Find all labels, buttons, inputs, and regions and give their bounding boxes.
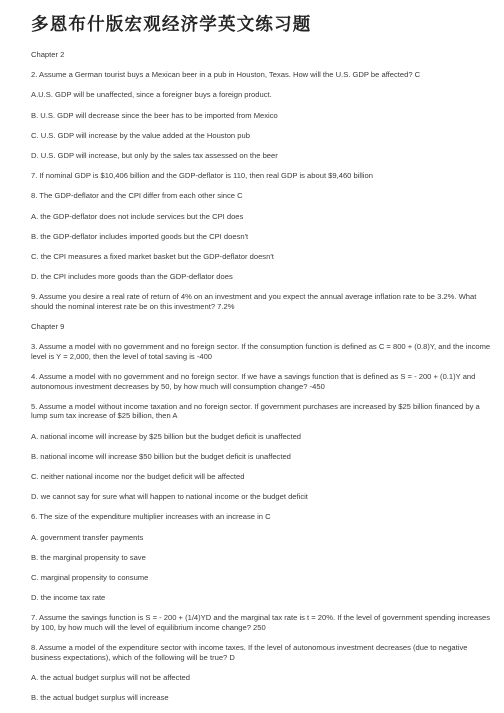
answer-option: D. we cannot say for sure what will happen to national income or the budget deficit	[31, 492, 308, 502]
answer-option: B. national income will increase $50 billion but the budget deficit is unaffected	[31, 451, 291, 461]
answer-option: C. U.S. GDP will increase by the value added at the Houston pub	[31, 130, 250, 140]
question-text: 7. If nominal GDP is $10,406 billion and the GDP-deflator is 110, then real GDP is about $9,460 billion	[31, 171, 373, 181]
chapter-heading: Chapter 2	[31, 50, 65, 59]
answer-option: D. U.S. GDP will increase, but only by the sales tax assessed on the beer	[31, 150, 278, 160]
answer-option: D. the CPI includes more goods than the GDP-deflator does	[31, 272, 233, 282]
question-text: 9. Assume you desire a real rate of return of 4% on an investment and you expect the annual average inflation rate to be 3.2%. What should the nominal interest rate be on this investment? 7.2%	[31, 292, 477, 311]
question-text: 8. Assume a model of the expenditure sector with income taxes. If the level of autonomous investment decreases (due to negative business expectations), which of the following will be true? D	[31, 643, 468, 662]
question-text: 5. Assume a model without income taxation and no foreign sector. If government purchases are increased by $25 billion financed by a lump sum tax increase of $25 billion, then A	[31, 401, 480, 421]
answer-option: B. the marginal propensity to save	[31, 552, 146, 562]
answer-option: A. national income will increase by $25 billion but the budget deficit is unaffected	[31, 431, 302, 441]
question-text: 6. The size of the expenditure multiplier increases with an increase in C	[31, 512, 271, 522]
question-text: 7. Assume the savings function is S = - 200 + (1/4)YD and the marginal tax rate is t = 20%. If the level of government spending increases by 100, by how much will the level of equilibrium income change? 250	[31, 613, 491, 632]
answer-option: C. the CPI measures a fixed market basket but the GDP-deflator doesn't	[31, 251, 274, 261]
answer-option: B. the actual budget surplus will increase	[31, 693, 169, 702]
answer-option: B. U.S. GDP will decrease since the beer has to be imported from Mexico	[31, 110, 278, 120]
chapter-heading: Chapter 9	[31, 322, 65, 332]
answer-option: A. the actual budget surplus will not be affected	[31, 672, 191, 682]
answer-option: A. the GDP-deflator does not include services but the CPI does	[31, 211, 244, 221]
question-text: 2. Assume a German tourist buys a Mexican beer in a pub in Houston, Texas. How will the U.S. GDP be affected? C	[31, 70, 421, 80]
question-text: 3. Assume a model with no government and no foreign sector. If the consumption function is defined as C = 800 + (0.8)Y, and the income level is Y = 2,000, then the level of total saving is -400	[31, 342, 491, 361]
answer-option: C. marginal propensity to consume	[31, 572, 149, 582]
answer-option: A.U.S. GDP will be unaffected, since a foreigner buys a foreign product.	[31, 90, 272, 100]
answer-option: D. the income tax rate	[31, 593, 106, 603]
answer-option: B. the GDP-deflator includes imported goods but the CPI doesn't	[31, 231, 249, 241]
answer-option: A. government transfer payments	[31, 532, 144, 542]
answer-option: C. neither national income nor the budget deficit will be affected	[31, 471, 245, 481]
document-title: 多恩布什版宏观经济学英文练习题	[31, 15, 312, 35]
question-text: 4. Assume a model with no government and no foreign sector. If we have a savings function that is defined as S = - 200 + (0.1)Y and autonomous investment decreases by 50, by how much will consumption change? -450	[31, 372, 476, 391]
question-text: 8. The GDP-deflator and the CPI differ from each other since C	[31, 191, 243, 201]
